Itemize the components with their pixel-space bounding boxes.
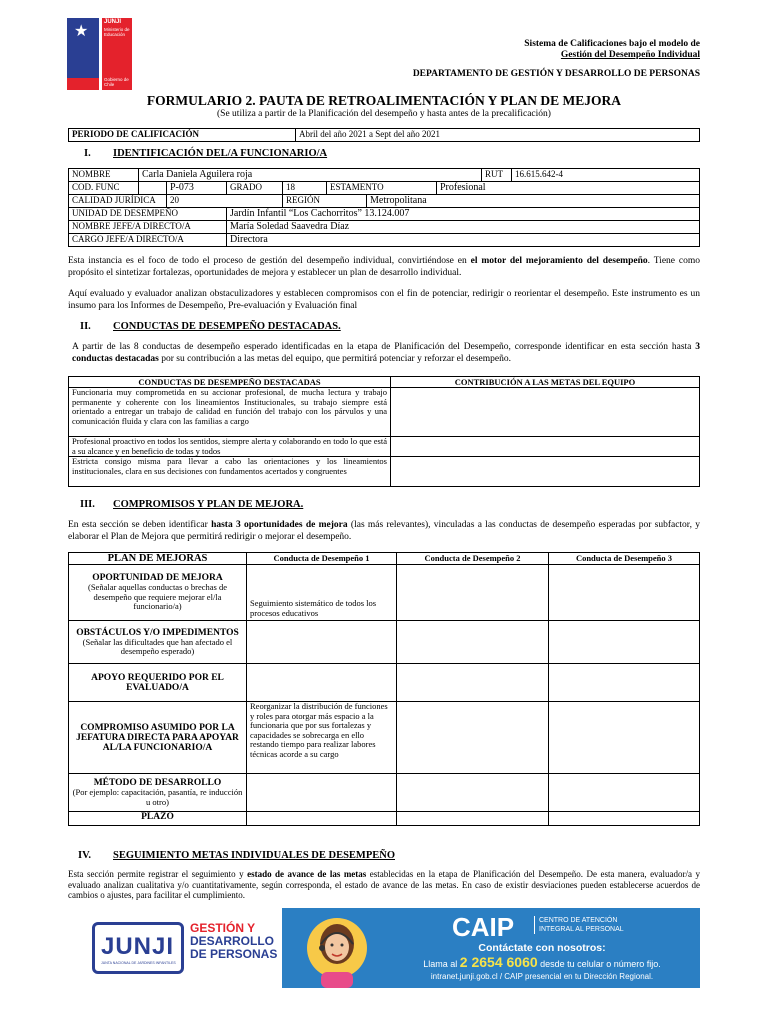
section4-title: SEGUIMIENTO METAS INDIVIDUALES DE DESEMPEÑO xyxy=(113,850,395,861)
plazo-c1 xyxy=(247,812,397,826)
section3-paragraph xyxy=(68,520,700,543)
gestion-line2: DESARROLLO xyxy=(190,934,274,948)
section2-title: CONDUCTAS DE DESEMPEÑO DESTACADAS. xyxy=(113,321,341,332)
region-label: REGIÓN xyxy=(283,195,367,208)
junji-logo xyxy=(102,18,132,90)
metodo-row-label xyxy=(69,774,247,812)
nombre-value: Carla Daniela Aguilera roja xyxy=(139,169,482,182)
gestion-label xyxy=(190,922,277,961)
header-line2: Gestión del Desempeño Individual xyxy=(560,50,700,60)
oportunidad-sub: (Señalar aquellas conductas o brechas de desempeño que requiere mejorar el/la funcionario/a) xyxy=(87,582,227,612)
metodo-title: MÉTODO DE DESARROLLO xyxy=(93,778,222,788)
section3-text-c: (las más relevantes), vinculadas a las conductas de desempeño esperadas por subfactor, y elaborar el Plan de Mejora que permitirá redirigir o mejorar el desempeño. xyxy=(68,520,700,542)
plazo-title: PLAZO xyxy=(69,812,247,826)
call-text-a: Llama al xyxy=(423,959,460,969)
caip-subtitle-line2: INTEGRAL AL PERSONAL xyxy=(539,926,624,933)
period-value: Abril del año 2021 a Sept del año 2021 xyxy=(296,129,700,142)
plan-mejora-table xyxy=(68,552,700,826)
calidad-value: 20 xyxy=(167,195,283,208)
unidad-label: UNIDAD DE DESEMPEÑO xyxy=(69,208,227,221)
intro-paragraph-2: Aquí evaluado y evaluador analizan obstaculizadores y establecen compromisos con el fin de potenciar, redirigir o reorientar el desempeño. Este instrumento es un insumo para los Informes de Desempeño, Pre-evaluación y Evaluación final xyxy=(68,289,700,311)
compromiso-title: COMPROMISO ASUMIDO POR LA JEFATURA DIRECTA PARA APOYAR AL/LA FUNCIONARIO/A xyxy=(69,702,247,774)
rut-value: 16.615.642-4 xyxy=(512,169,700,182)
section2-text-bold: 3 conductas destacadas xyxy=(72,342,700,364)
call-line xyxy=(392,954,692,970)
operator-woman-icon xyxy=(297,914,377,988)
conductas-header: CONDUCTAS DE DESEMPEÑO DESTACADAS xyxy=(69,377,391,388)
caip-banner xyxy=(72,908,700,988)
jefe-label: NOMBRE JEFE/A DIRECTO/A xyxy=(69,221,227,234)
region-value: Metropolitana xyxy=(367,195,700,208)
metodo-c2 xyxy=(397,774,549,812)
plazo-c2 xyxy=(397,812,549,826)
logo-brand: JUNJI xyxy=(104,19,122,25)
header-line1: Sistema de Calificaciones bajo el modelo de xyxy=(524,39,700,49)
form-title: FORMULARIO 2. PAUTA DE RETROALIMENTACIÓN Y PLAN DE MEJORA xyxy=(146,93,622,108)
contribucion-2 xyxy=(391,437,700,457)
section2-paragraph xyxy=(72,342,700,365)
oportunidad-row-label xyxy=(69,565,247,621)
intro-text-c: . Tiene como propósito el sintetizar fortalezas, oportunidades de mejora y establecer un plan de desarrollo individual. xyxy=(68,256,700,278)
junji-subtext: JUNTA NACIONAL DE JARDINES INFANTILES xyxy=(101,961,176,965)
unidad-value: Jardín Infantil “Los Cachorritos” 13.124.007 xyxy=(227,208,700,221)
call-text-b: desde tu celular o número fijo. xyxy=(537,959,661,969)
obstaculos-c3 xyxy=(549,621,700,664)
calidad-label: CALIDAD JURÍDICA xyxy=(69,195,167,208)
obstaculos-title: OBSTÁCULOS Y/O IMPEDIMENTOS xyxy=(76,627,239,638)
conducta3-header: Conducta de Desempeño 3 xyxy=(549,553,700,565)
phone-number: 2 2654 6060 xyxy=(459,954,538,970)
obstaculos-c1 xyxy=(247,621,397,664)
apoyo-c2 xyxy=(397,664,549,702)
section4-paragraph xyxy=(68,869,700,901)
section4-text-c: establecidas en la etapa de Planificación del Desempeño. De esta manera, evaluador/a y evaluado analizan cualitativa y/o cuantitativamente, según corresponda, el estado de avance de las metas. En caso de existir desviaciones pueden establecerse acuerdos de cambios o ajustes, para facilitar el cumplimiento. xyxy=(68,869,700,900)
contact-heading: Contáctate con nosotros: xyxy=(478,942,606,954)
conducta-1: Funcionaria muy comprometida en su accionar profesional, de mucha lectura y trabajo permanente y coherente con los lineamientos Institucionales, su trabajo siempre está orientado a entregar un trabajo de calidad en función del trabajo con los párvulos y una comunicación fluida y clara con las familias a cargo xyxy=(69,388,391,437)
obstaculos-row-label xyxy=(69,621,247,664)
flag-bar xyxy=(67,78,99,90)
plan-header: PLAN DE MEJORAS xyxy=(69,553,247,565)
section1-title: IDENTIFICACIÓN DEL/A FUNCIONARIO/A xyxy=(113,148,328,159)
contribucion-3 xyxy=(391,457,700,487)
grado-value: 18 xyxy=(283,182,327,195)
gestion-line3: DE PERSONAS xyxy=(190,947,278,961)
conductas-table xyxy=(68,376,700,487)
metodo-c3 xyxy=(549,774,700,812)
cargo-label: CARGO JEFE/A DIRECTO/A xyxy=(69,234,227,247)
header-system xyxy=(524,39,700,61)
section2-text-c: por su contribución a las metas del equipo, que permitirá potenciar y reforzar el desempeño. xyxy=(158,353,511,364)
header-department: DEPARTAMENTO DE GESTIÓN Y DESARROLLO DE PERSONAS xyxy=(412,69,700,79)
apoyo-c1 xyxy=(247,664,397,702)
gestion-line1: GESTIÓN Y xyxy=(190,921,256,935)
jefe-value: María Soledad Saavedra Díaz xyxy=(227,221,700,234)
logo-government: Gobierno de Chile xyxy=(104,77,129,87)
section4-text-a: Esta sección permite registrar el seguimiento y xyxy=(68,869,248,879)
section2-text-a: A partir de las 8 conductas de desempeño esperado identificadas en la etapa de Planificación del Desempeño, corresponde identificar en esta sección hasta xyxy=(72,342,696,352)
section2-number: II. xyxy=(80,321,91,332)
compromiso-c3 xyxy=(549,702,700,774)
apoyo-c3 xyxy=(549,664,700,702)
oportunidad-c2 xyxy=(397,565,549,621)
junji-banner-logo xyxy=(92,922,184,974)
grado-label: GRADO xyxy=(227,182,283,195)
junji-text: JUNJI xyxy=(101,933,175,960)
estamento-label: ESTAMENTO xyxy=(327,182,437,195)
apoyo-title: APOYO REQUERIDO POR EL EVALUADO/A xyxy=(69,664,247,702)
section4-text-bold: estado de avance de las metas xyxy=(247,869,367,879)
section1-number: I. xyxy=(84,148,91,159)
form-subtitle: (Se utiliza a partir de la Planificación del desempeño y hasta antes de la precalificación) xyxy=(217,109,551,119)
cod-func-label: COD. FUNC xyxy=(69,182,139,195)
cargo-value: Directora xyxy=(227,234,700,247)
section3-title: COMPROMISOS Y PLAN DE MEJORA. xyxy=(113,499,304,510)
compromiso-c1: Reorganizar la distribución de funciones y roles para otorgar más espacio a la funcionaria que por sus fortalezas y capacidades se sobrecarga en ello restando tiempo para realizar labores técnicas acorde a su cargo xyxy=(247,702,397,774)
caip-title: CAIP xyxy=(452,912,515,942)
section3-text-bold: hasta 3 oportunidades de mejora xyxy=(211,520,348,530)
oportunidad-c3 xyxy=(549,565,700,621)
contribucion-1 xyxy=(391,388,700,437)
caip-subtitle-line1: CENTRO DE ATENCIÓN xyxy=(539,917,618,924)
obstaculos-c2 xyxy=(397,621,549,664)
conducta-2: Profesional proactivo en todos los sentidos, siempre alerta y colaborando en todo lo que está a su alcance y en beneficio de todas y todos xyxy=(69,437,391,457)
period-label: PERIODO DE CALIFICACIÓN xyxy=(69,129,296,142)
logo-ministry: Ministerio de Educación xyxy=(104,27,130,37)
gobierno-logo xyxy=(67,18,99,90)
rut-label: RUT xyxy=(482,169,512,182)
compromiso-c2 xyxy=(397,702,549,774)
identification-table xyxy=(68,168,700,247)
plazo-c3 xyxy=(549,812,700,826)
section3-text-a: En esta sección se deben identificar xyxy=(68,520,212,530)
section3-number: III. xyxy=(80,499,95,510)
nombre-label: NOMBRE xyxy=(69,169,139,182)
intro-paragraph-1 xyxy=(68,256,700,279)
obstaculos-sub: (Señalar las dificultades que han afectado el desempeño esperado) xyxy=(82,636,233,656)
section4-number: IV. xyxy=(78,850,91,861)
caip-subtitle xyxy=(534,916,624,934)
period-table xyxy=(68,128,700,142)
intro-text-bold: el motor del mejoramiento del desempeño xyxy=(470,256,648,266)
contribucion-header: CONTRIBUCIÓN A LAS METAS DEL EQUIPO xyxy=(391,377,700,388)
conducta1-header: Conducta de Desempeño 1 xyxy=(247,553,397,565)
conducta-3: Estricta consigo misma para llevar a cabo las orientaciones y los lineamientos institucionales, clara en sus decisiones con fundamentos acertados y congruentes xyxy=(69,457,391,487)
web-line: intranet.junji.gob.cl / CAIP presencial en tu Dirección Regional. xyxy=(430,972,654,981)
metodo-sub: (Por ejemplo: capacitación, pasantía, re inducción u otro) xyxy=(72,787,243,807)
star-icon: ★ xyxy=(74,23,89,40)
oportunidad-title: OPORTUNIDAD DE MEJORA xyxy=(92,573,223,584)
intro-text-a: Esta instancia es el foco de todo el proceso de gestión del desempeño individual, convirtiéndose en xyxy=(68,256,471,266)
conducta2-header: Conducta de Desempeño 2 xyxy=(397,553,549,565)
metodo-c1 xyxy=(247,774,397,812)
estamento-value: Profesional xyxy=(437,182,700,195)
cod-func-value: P-073 xyxy=(167,182,227,195)
oportunidad-c1: Seguimiento sistemático de todos los procesos educativos xyxy=(247,565,397,621)
